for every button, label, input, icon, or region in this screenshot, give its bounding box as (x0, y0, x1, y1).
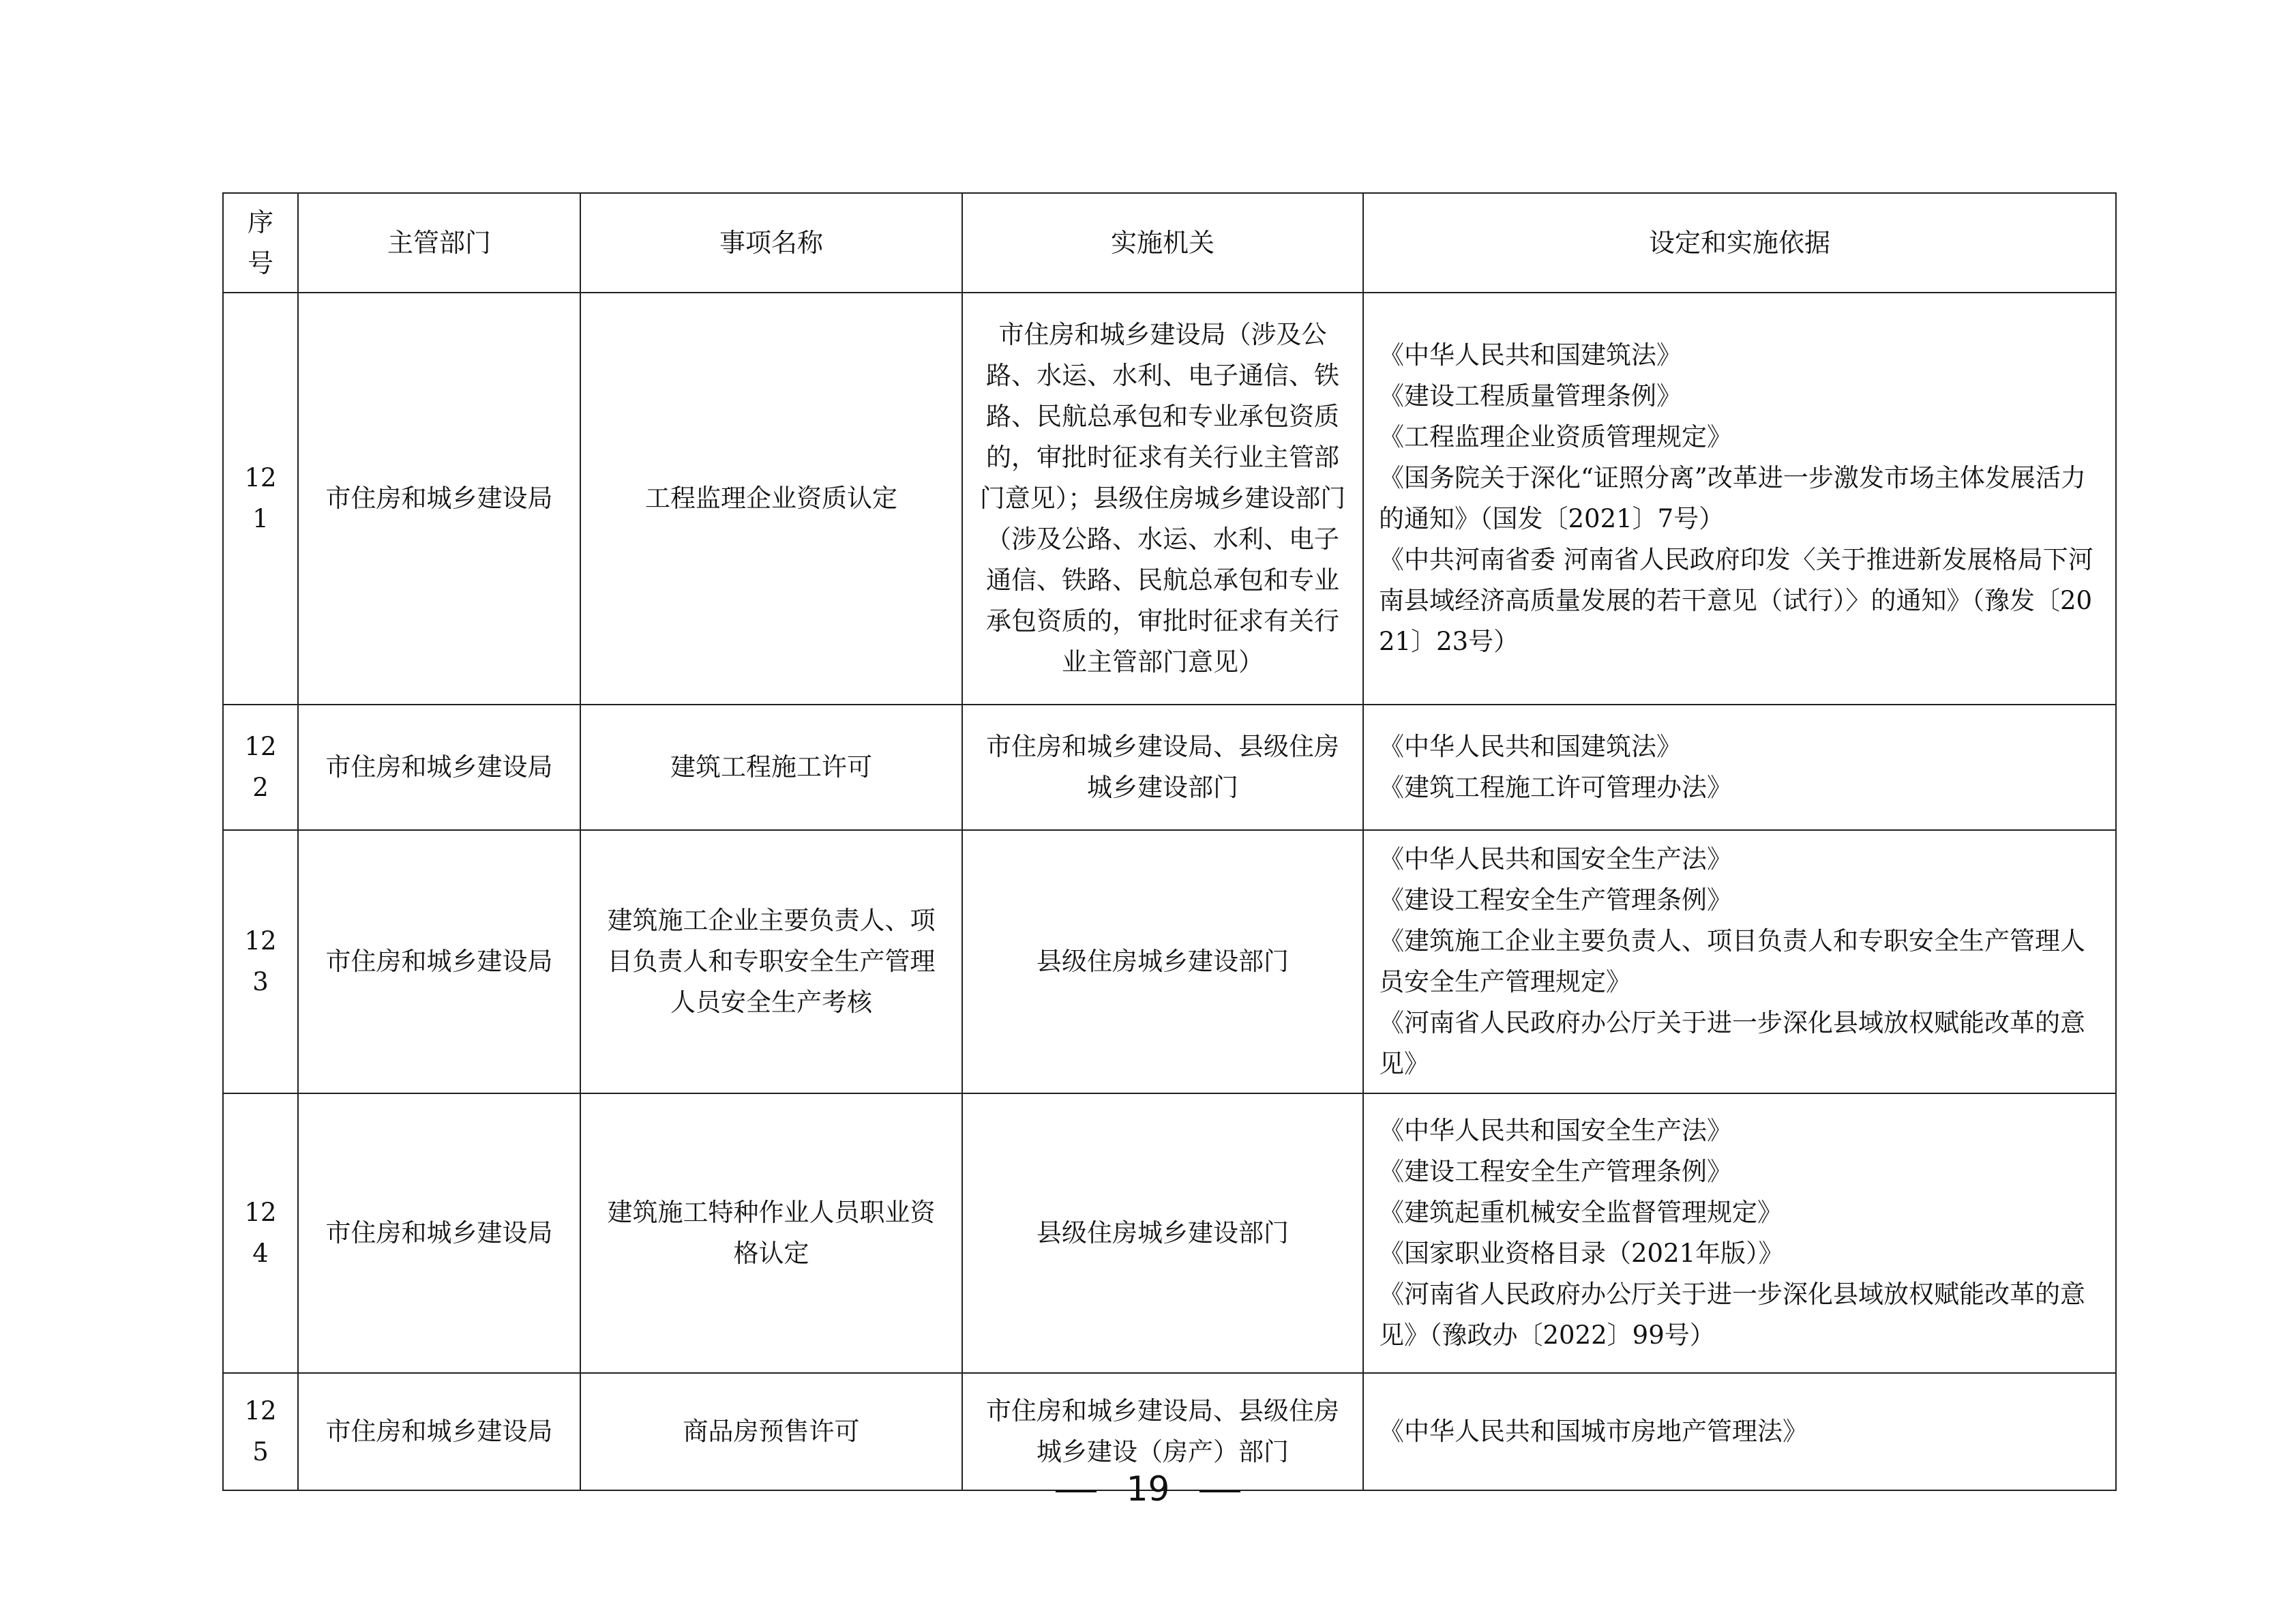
row-no: 124 (223, 1093, 298, 1373)
header-agency: 实施机关 (962, 193, 1363, 293)
basis-line: 《国家职业资格目录（2021年版）》 (1379, 1239, 1784, 1268)
basis-line: 《建设工程安全生产管理条例》 (1379, 1157, 1732, 1186)
table-row (223, 705, 2116, 830)
row-basis (1363, 830, 2116, 1093)
basis-line: 《建设工程质量管理条例》 (1379, 381, 1682, 411)
basis-line: 《中华人民共和国安全生产法》 (1379, 1116, 1732, 1145)
header-row (223, 193, 2116, 293)
row-item: 商品房预售许可 (580, 1373, 962, 1490)
row-agency: 县级住房城乡建设部门 (962, 830, 1363, 1093)
basis-line: 《建筑起重机械安全监督管理规定》 (1379, 1198, 1783, 1227)
basis-line: 《中共河南省委 河南省人民政府印发〈关于推进新发展格局下河南县域经济高质量发展的若干意见（试行）〉的通知》（豫发〔2021〕23号） (1379, 545, 2093, 656)
row-dept: 市住房和城乡建设局 (298, 1093, 580, 1373)
row-no: 122 (223, 705, 298, 830)
row-no: 125 (223, 1373, 298, 1490)
row-item: 工程监理企业资质认定 (580, 293, 962, 705)
basis-line: 《建设工程安全生产管理条例》 (1379, 885, 1732, 915)
basis-line: 《中华人民共和国建筑法》 (1379, 732, 1682, 761)
header-no: 序号 (223, 193, 298, 293)
row-basis (1363, 293, 2116, 705)
item-table (222, 192, 2117, 1491)
basis-line: 《建筑施工企业主要负责人、项目负责人和专职安全生产管理人员安全生产管理规定》 (1379, 926, 2085, 996)
table-row (223, 1093, 2116, 1373)
row-dept: 市住房和城乡建设局 (298, 830, 580, 1093)
table-row (223, 830, 2116, 1093)
row-item: 建筑工程施工许可 (580, 705, 962, 830)
header-item: 事项名称 (580, 193, 962, 293)
row-no: 121 (223, 293, 298, 705)
page-number: 19 (1126, 1469, 1170, 1509)
footer-dash-left (1056, 1490, 1097, 1492)
basis-line: 《河南省人民政府办公厅关于进一步深化县域放权赋能改革的意见》（豫政办〔2022〕99号） (1379, 1280, 2085, 1350)
table-row (223, 293, 2116, 705)
row-agency: 市住房和城乡建设局、县级住房城乡建设（房产）部门 (962, 1373, 1363, 1490)
footer-dash-right (1199, 1490, 1240, 1492)
row-agency: 市住房和城乡建设局（涉及公路、水运、水利、电子通信、铁路、民航总承包和专业承包资质的，审批时征求有关行业主管部门意见）；县级住房城乡建设部门（涉及公路、水运、水利、电子通信、铁路、民航总承包和专业承包资质的，审批时征求有关行业主管部门意见） (962, 293, 1363, 705)
row-no: 123 (223, 830, 298, 1093)
row-agency: 市住房和城乡建设局、县级住房城乡建设部门 (962, 705, 1363, 830)
basis-line: 《工程监理企业资质管理规定》 (1379, 422, 1732, 452)
row-dept: 市住房和城乡建设局 (298, 293, 580, 705)
header-basis: 设定和实施依据 (1363, 193, 2116, 293)
row-dept: 市住房和城乡建设局 (298, 1373, 580, 1490)
header-dept: 主管部门 (298, 193, 580, 293)
page-footer (0, 1465, 2296, 1513)
basis-line: 《国务院关于深化“证照分离”改革进一步激发市场主体发展活力的通知》（国发〔2021〕7号） (1379, 463, 2086, 533)
basis-line: 《中华人民共和国建筑法》 (1379, 340, 1682, 370)
basis-line: 《河南省人民政府办公厅关于进一步深化县域放权赋能改革的意见》 (1379, 1008, 2085, 1078)
basis-line: 《建筑工程施工许可管理办法》 (1379, 773, 1732, 802)
row-agency: 县级住房城乡建设部门 (962, 1093, 1363, 1373)
row-item: 建筑施工企业主要负责人、项目负责人和专职安全生产管理人员安全生产考核 (580, 830, 962, 1093)
row-item: 建筑施工特种作业人员职业资格认定 (580, 1093, 962, 1373)
basis-line: 《中华人民共和国安全生产法》 (1379, 844, 1732, 874)
basis-line: 《中华人民共和国城市房地产管理法》 (1379, 1417, 1808, 1446)
row-dept: 市住房和城乡建设局 (298, 705, 580, 830)
row-basis (1363, 705, 2116, 830)
row-basis (1363, 1093, 2116, 1373)
